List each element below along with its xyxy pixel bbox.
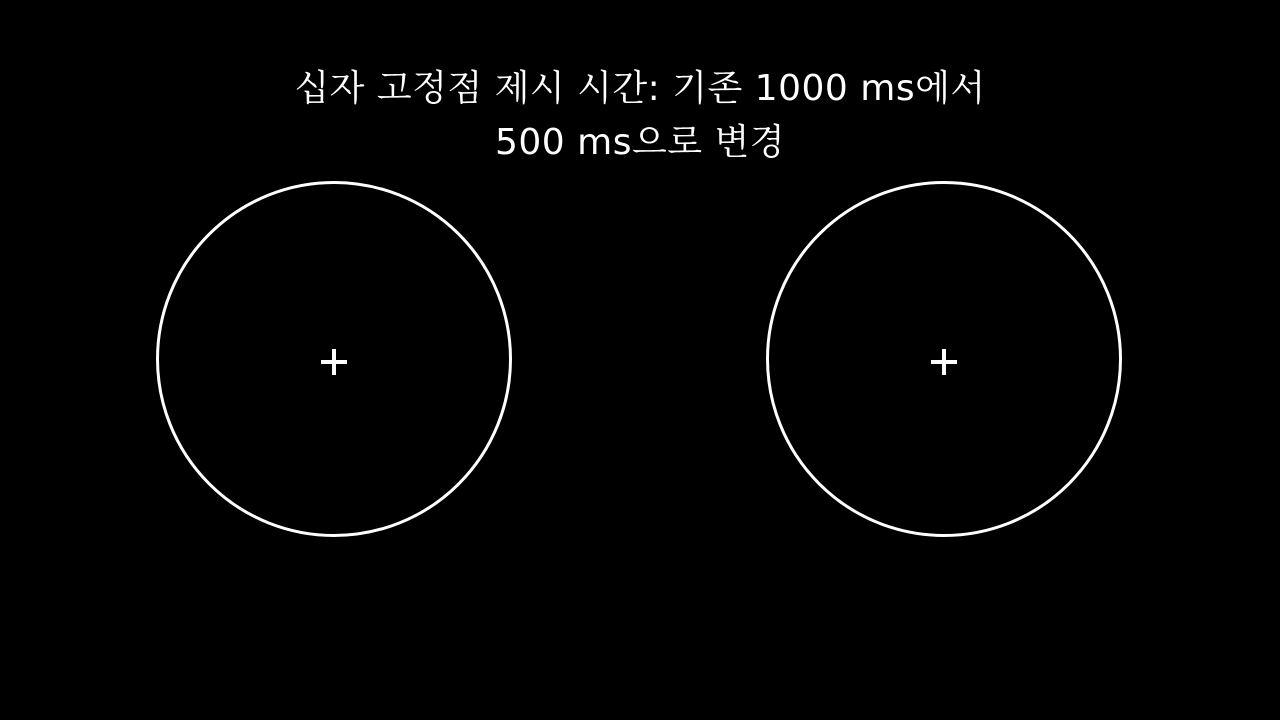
right-stimulus-circle: [766, 181, 1122, 537]
fixation-cross-icon: [319, 347, 349, 377]
caption-line-2: 500 ms으로 변경: [494, 122, 786, 163]
fixation-cross-icon: [929, 347, 959, 377]
caption-line-1: 십자 고정점 제시 시간: 기존 1000 ms에서: [294, 68, 986, 109]
left-stimulus-circle: [156, 181, 512, 537]
caption: [0, 62, 1280, 170]
